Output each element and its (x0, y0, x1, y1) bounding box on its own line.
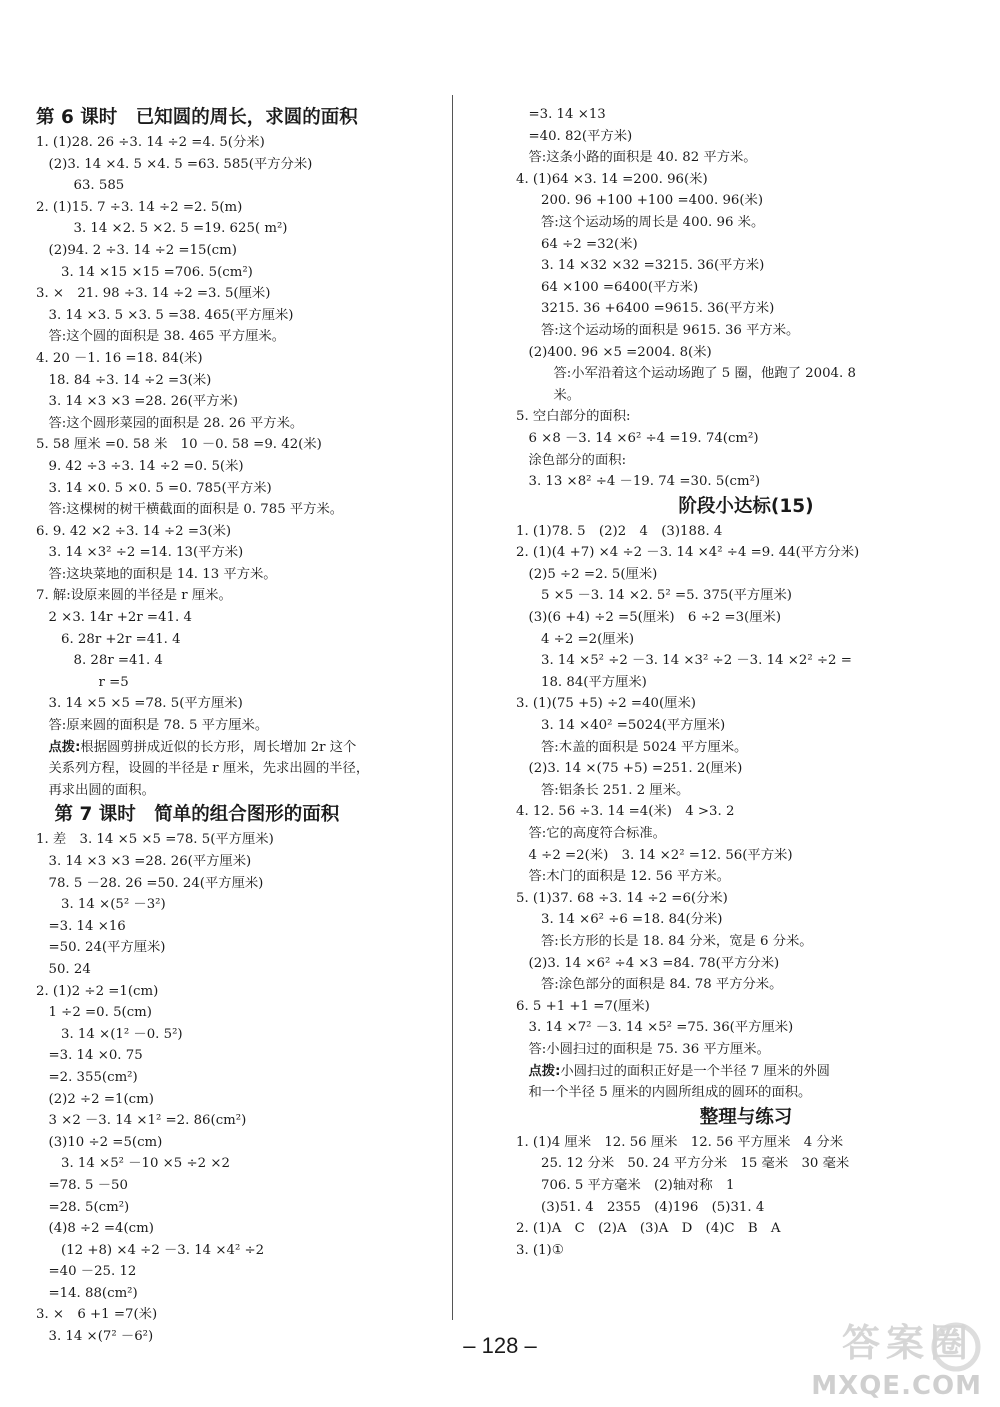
answer-line: =40 －25. 12 (48, 1264, 137, 1280)
answer-line: 4. 20 －1. 16 =18. 84(米) (36, 350, 203, 366)
answer-line: 关系列方程，设圆的半径是 r 厘米，先求出圆的半径， (48, 761, 370, 777)
answer-line: 答:原来圆的面积是 78. 5 平方厘米。 (48, 718, 269, 734)
answer-line: (3)(6 +4) ÷2 =5(厘米) 6 ÷2 =3(厘米) (528, 610, 782, 626)
answer-line: 2 ×3. 14r +2r =41. 4 (48, 610, 192, 626)
watermark-cn: 答案圈 (841, 1321, 974, 1365)
answer-line: 答:小圆扫过的面积是 75. 36 平方厘米。 (528, 1041, 770, 1057)
answer-line: 3. 14 ×40² =5024(平方厘米) (541, 718, 726, 734)
answer-line: 再求出圆的面积。 (48, 782, 155, 798)
answer-line: =14. 88(cm²) (48, 1285, 138, 1301)
answer-line: 7. 解:设原来圆的半径是 r 厘米。 (36, 588, 232, 604)
answer-line: 3215. 36 +6400 =9615. 36(平方米) (541, 301, 775, 317)
answer-line: 5. 空白部分的面积: (516, 409, 631, 425)
answer-line: 3. 14 ×6² ÷6 =18. 84(分米) (541, 912, 723, 928)
answer-line: 4 ÷2 =2(厘米) (541, 631, 635, 647)
answer-line: 3. 14 ×3. 5 ×3. 5 =38. 465(平方厘米) (48, 307, 294, 323)
answer-line: 米。 (553, 387, 581, 403)
answer-line: 答:长方形的长是 18. 84 分米，宽是 6 分米。 (541, 933, 813, 949)
answer-line: 答:涂色部分的面积是 84. 78 平方分米。 (541, 977, 783, 993)
answer-line: 200. 96 +100 +100 =400. 96(米) (541, 193, 764, 209)
answer-line: 1 ÷2 =0. 5(cm) (48, 1005, 152, 1021)
answer-line: 63. 585 (73, 178, 125, 194)
tip-label: 点拨: (528, 1063, 561, 1079)
answer-line: =28. 5(cm²) (48, 1199, 130, 1215)
answer-line: 2. (1)A C (2)A (3)A D (4)C B A (516, 1221, 781, 1237)
answer-line: 1. 差 3. 14 ×5 ×5 =78. 5(平方厘米) (36, 832, 274, 848)
answer-line: 答:小军沿着这个运动场跑了 5 圈，他跑了 2004. 8 (553, 366, 856, 382)
answer-line: 3. 14 ×15 ×15 =706. 5(cm²) (61, 264, 253, 280)
tip-label: 点拨: (48, 739, 81, 755)
answer-line: 6. 5 +1 +1 =7(厘米) (516, 998, 650, 1014)
answer-line: 18. 84(平方厘米) (541, 674, 647, 690)
answer-line: 3. (1)(75 +5) ÷2 =40(厘米) (516, 696, 696, 712)
answer-line: 3. 14 ×32 ×32 =3215. 36(平方米) (541, 258, 765, 274)
answer-line: 1. (1)78. 5 (2)2 4 (3)188. 4 (516, 523, 723, 539)
answer-line: 9. 42 ÷3 ÷3. 14 ÷2 =0. 5(米) (48, 458, 244, 474)
answer-line: (2)2 ÷2 =1(cm) (48, 1091, 154, 1107)
right-column (516, 104, 976, 1261)
answer-line: 答:这条小路的面积是 40. 82 平方米。 (528, 150, 757, 166)
answer-line: 答:木盖的面积是 5024 平方厘米。 (541, 739, 748, 755)
answer-line: 3 ×2 －3. 14 ×1² =2. 86(cm²) (48, 1113, 247, 1129)
answer-line: 25. 12 分米 50. 24 平方分米 15 毫米 30 毫米 (541, 1156, 850, 1172)
answer-line: 3. 14 ×5 ×5 =78. 5(平方厘米) (48, 696, 243, 712)
answer-line: 64 ×100 =6400(平方米) (541, 279, 699, 295)
answer-line: (2)3. 14 ×(75 +5) =251. 2(厘米) (528, 761, 743, 777)
answer-line: 和一个半径 5 厘米的内圆所组成的圆环的面积。 (528, 1085, 812, 1101)
answer-line: (2)94. 2 ÷3. 14 ÷2 =15(cm) (48, 242, 237, 258)
answer-line: 1. (1)28. 26 ÷3. 14 ÷2 =4. 5(分米) (36, 135, 265, 150)
tip-text: 小圆扫过的面积正好是一个半径 7 厘米的外圆 (560, 1063, 830, 1079)
answer-line: 2. (1)(4 +7) ×4 ÷2 －3. 14 ×4² ÷4 =9. 44(平方分米) (516, 545, 860, 561)
answer-line: 3. 14 ×7² －3. 14 ×5² =75. 36(平方厘米) (528, 1020, 794, 1036)
answer-line: (3)10 ÷2 =5(cm) (48, 1134, 163, 1150)
answer-line: 3. 14 ×0. 5 ×0. 5 =0. 785(平方米) (48, 480, 272, 496)
answer-line: 答:它的高度符合标准。 (528, 826, 666, 841)
answer-line: =50. 24(平方厘米) (48, 940, 166, 956)
answer-line: 3. 14 ×3² ÷2 =14. 13(平方米) (48, 545, 244, 561)
answer-line: 8. 28r =41. 4 (73, 653, 163, 669)
page-number: – 128 – (463, 1333, 537, 1358)
answer-line: =3. 14 ×16 (48, 918, 126, 934)
answer-line: =2. 355(cm²) (48, 1069, 138, 1085)
answer-line: (2)3. 14 ×6² ÷4 ×3 =84. 78(平方分米) (528, 955, 780, 971)
section-heading: 第 6 课时 已知圆的周长，求圆的面积 (36, 107, 358, 128)
answer-line: =78. 5 －50 (48, 1177, 128, 1193)
answer-line: 4. (1)64 ×3. 14 =200. 96(米) (516, 171, 708, 187)
answer-line: 78. 5 －28. 26 =50. 24(平方厘米) (48, 875, 264, 891)
answer-line: 5. 58 厘米 =0. 58 米 10 －0. 58 =9. 42(米) (36, 437, 322, 453)
answer-line: 3. × 21. 98 ÷3. 14 ÷2 =3. 5(厘米) (36, 286, 271, 302)
answer-line: 3. 14 ×5² ÷2 －3. 14 ×3² ÷2 －3. 14 ×2² ÷2 = (541, 653, 852, 669)
answer-line: 3. (1)① (516, 1242, 564, 1258)
answer-line: 4 ÷2 =2(米) 3. 14 ×2² =12. 56(平方米) (528, 847, 793, 863)
watermark-url: MXQE.COM (811, 1371, 982, 1401)
answer-line: (2)3. 14 ×4. 5 ×4. 5 =63. 585(平方分米) (48, 156, 313, 172)
answer-line: =40. 82(平方米) (528, 128, 633, 144)
answer-line: =3. 14 ×0. 75 (48, 1048, 143, 1064)
answer-line: 5 ×5 －3. 14 ×2. 5² =5. 375(平方厘米) (541, 588, 792, 604)
answer-line: 2. (1)2 ÷2 =1(cm) (36, 983, 159, 999)
answer-line: =3. 14 ×13 (528, 107, 606, 122)
answer-line: (2)5 ÷2 =2. 5(厘米) (528, 566, 658, 582)
section-heading: 阶段小达标(15) (678, 495, 814, 517)
answer-line: r =5 (98, 674, 129, 690)
answer-line: 3. 14 ×(5² －3²) (61, 897, 166, 913)
answer-line: 3. 14 ×3 ×3 =28. 26(平方厘米) (48, 854, 252, 869)
tip-line (36, 737, 436, 759)
answer-line: 3. 14 ×2. 5 ×2. 5 =19. 625( m²) (73, 221, 288, 237)
section-heading: 整理与练习 (699, 1106, 793, 1128)
answer-line: 涂色部分的面积: (528, 452, 627, 468)
answer-line: 64 ÷2 =32(米) (541, 236, 638, 252)
answer-line: 1. (1)4 厘米 12. 56 厘米 12. 56 平方厘米 4 分米 (516, 1134, 844, 1150)
answer-line: 答:木门的面积是 12. 56 平方米。 (528, 869, 730, 885)
answer-line: 答:这块菜地的面积是 14. 13 平方米。 (48, 566, 277, 582)
answer-line: 3. 14 ×(1² －0. 5²) (61, 1026, 183, 1042)
answer-line: (2)400. 96 ×5 =2004. 8(米) (528, 344, 712, 360)
answer-line: 答:铝条长 251. 2 厘米。 (541, 782, 690, 798)
tip-text: 根据圆剪拼成近似的长方形，周长增加 2r 这个 (80, 739, 357, 755)
answer-line: (3)51. 4 2355 (4)196 (5)31. 4 (541, 1199, 765, 1215)
answer-line: 3. × 6 +1 =7(米) (36, 1307, 158, 1323)
answer-line: 3. 13 ×8² ÷4 －19. 74 =30. 5(cm²) (528, 474, 761, 490)
answer-line: 3. 14 ×3 ×3 =28. 26(平方米) (48, 394, 238, 410)
tip-line (516, 1061, 976, 1083)
left-column (36, 104, 436, 1348)
answer-line: 答:这个圆的面积是 38. 465 平方厘米。 (48, 329, 286, 345)
answer-line: 18. 84 ÷3. 14 ÷2 =3(米) (48, 372, 212, 388)
answer-line: 50. 24 (48, 961, 91, 977)
answer-line: (12 +8) ×4 ÷2 －3. 14 ×4² ÷2 (61, 1242, 265, 1258)
answer-line: 6. 28r +2r =41. 4 (61, 631, 181, 647)
answer-line: 答:这个运动场的周长是 400. 96 米。 (541, 214, 765, 230)
section-heading: 第 7 课时 简单的组合图形的面积 (36, 804, 340, 826)
answer-line: 3. 14 ×(7² －6²) (48, 1329, 154, 1345)
answer-line: 2. (1)15. 7 ÷3. 14 ÷2 =2. 5(m) (36, 199, 243, 215)
answer-line: 答:这棵树的树干横截面的面积是 0. 785 平方米。 (48, 502, 344, 518)
answer-line: 6. 9. 42 ×2 ÷3. 14 ÷2 =3(米) (36, 523, 232, 539)
answer-line: 6 ×8 －3. 14 ×6² ÷4 =19. 74(cm²) (528, 430, 759, 446)
answer-line: 4. 12. 56 ÷3. 14 =4(米) 4 >3. 2 (516, 804, 735, 820)
answer-line: 706. 5 平方毫米 (2)轴对称 1 (541, 1177, 735, 1193)
answer-line: 3. 14 ×5² －10 ×5 ÷2 ×2 (61, 1156, 230, 1172)
answer-line: 5. (1)37. 68 ÷3. 14 ÷2 =6(分米) (516, 890, 728, 906)
column-divider (452, 95, 453, 1320)
answer-line: 答:这个运动场的面积是 9615. 36 平方米。 (541, 322, 800, 338)
answer-line: 答:这个圆形菜园的面积是 28. 26 平方米。 (48, 415, 304, 431)
answer-line: (4)8 ÷2 =4(cm) (48, 1221, 154, 1237)
